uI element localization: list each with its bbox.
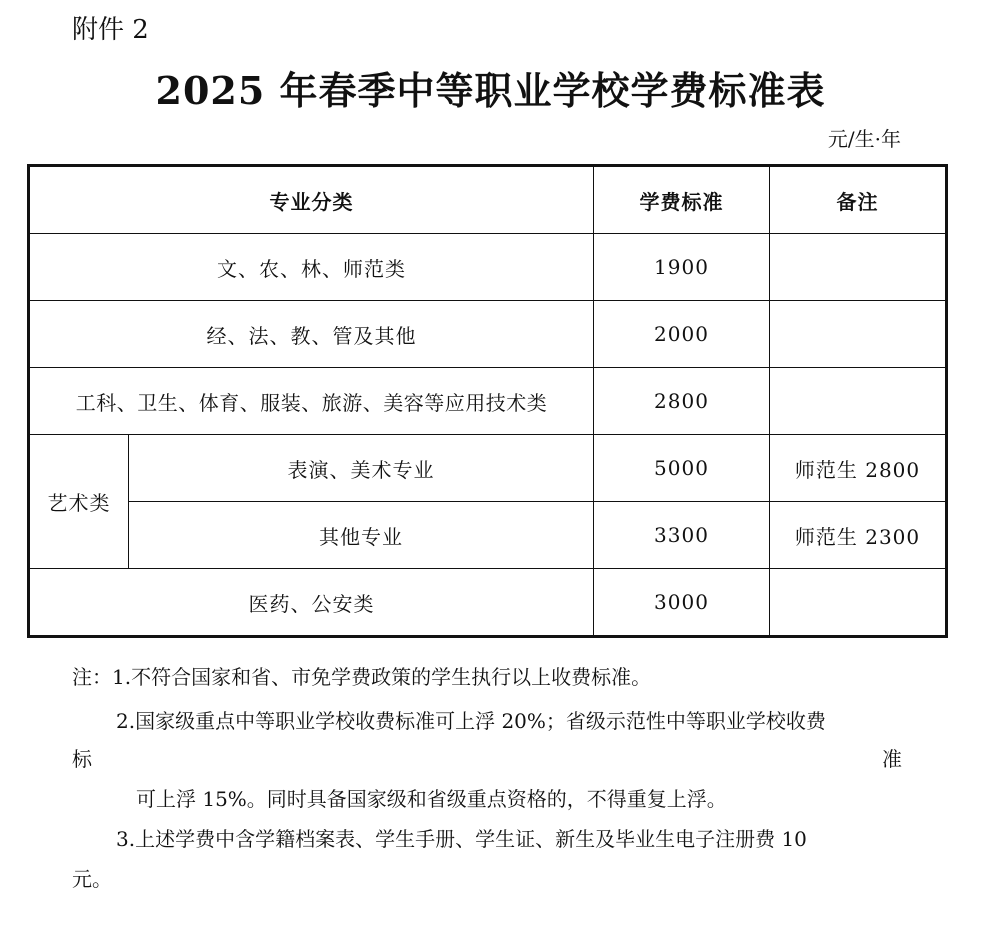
fee-cell: 3300 — [594, 502, 770, 569]
attachment-label: 附件 2 — [72, 15, 149, 45]
note-3: 3.上述学费中含学籍档案表、学生手册、学生证、新生及毕业生电子注册费 10 — [116, 827, 807, 851]
note-2-right-char: 准 — [882, 747, 902, 771]
note-3-tail: 元。 — [72, 867, 112, 891]
fee-cell: 2000 — [594, 301, 770, 368]
category-cell: 医药、公安类 — [29, 569, 594, 637]
note-2-tail: 可上浮 15%。同时具备国家级和省级重点资格的，不得重复上浮。 — [136, 787, 727, 811]
page-title: 2025 年春季中等职业学校学费标准表 — [155, 68, 826, 113]
column-header-remark: 备注 — [770, 166, 947, 234]
note-2-continuation — [72, 744, 902, 774]
remark-cell — [770, 569, 947, 637]
fee-cell: 1900 — [594, 234, 770, 301]
category-cell: 工科、卫生、体育、服装、旅游、美容等应用技术类 — [29, 368, 594, 435]
category-cell: 经、法、教、管及其他 — [29, 301, 594, 368]
category-cell: 表演、美术专业 — [129, 435, 594, 502]
fee-cell: 5000 — [594, 435, 770, 502]
column-header-category: 专业分类 — [29, 166, 594, 234]
unit-label: 元/生·年 — [827, 127, 901, 151]
fee-cell: 2800 — [594, 368, 770, 435]
category-cell: 其他专业 — [129, 502, 594, 569]
note-2: 2.国家级重点中等职业学校收费标准可上浮 20%；省级示范性中等职业学校收费 — [116, 709, 826, 733]
table-row — [29, 301, 947, 368]
remark-cell — [770, 234, 947, 301]
table-row — [29, 435, 947, 502]
note-1: 注：1.不符合国家和省、市免学费政策的学生执行以上收费标准。 — [72, 665, 652, 689]
column-header-fee: 学费标准 — [594, 166, 770, 234]
category-cell: 文、农、林、师范类 — [29, 234, 594, 301]
note-2-left-char: 标 — [72, 747, 92, 771]
remark-cell: 师范生 2300 — [770, 502, 947, 569]
table-row — [29, 502, 947, 569]
fee-cell: 3000 — [594, 569, 770, 637]
fee-table — [27, 164, 948, 638]
remark-cell — [770, 368, 947, 435]
table-header-row — [29, 166, 947, 234]
remark-cell — [770, 301, 947, 368]
table-row — [29, 569, 947, 637]
art-group-cell: 艺术类 — [29, 435, 129, 569]
table-row — [29, 368, 947, 435]
table-row — [29, 234, 947, 301]
remark-cell: 师范生 2800 — [770, 435, 947, 502]
